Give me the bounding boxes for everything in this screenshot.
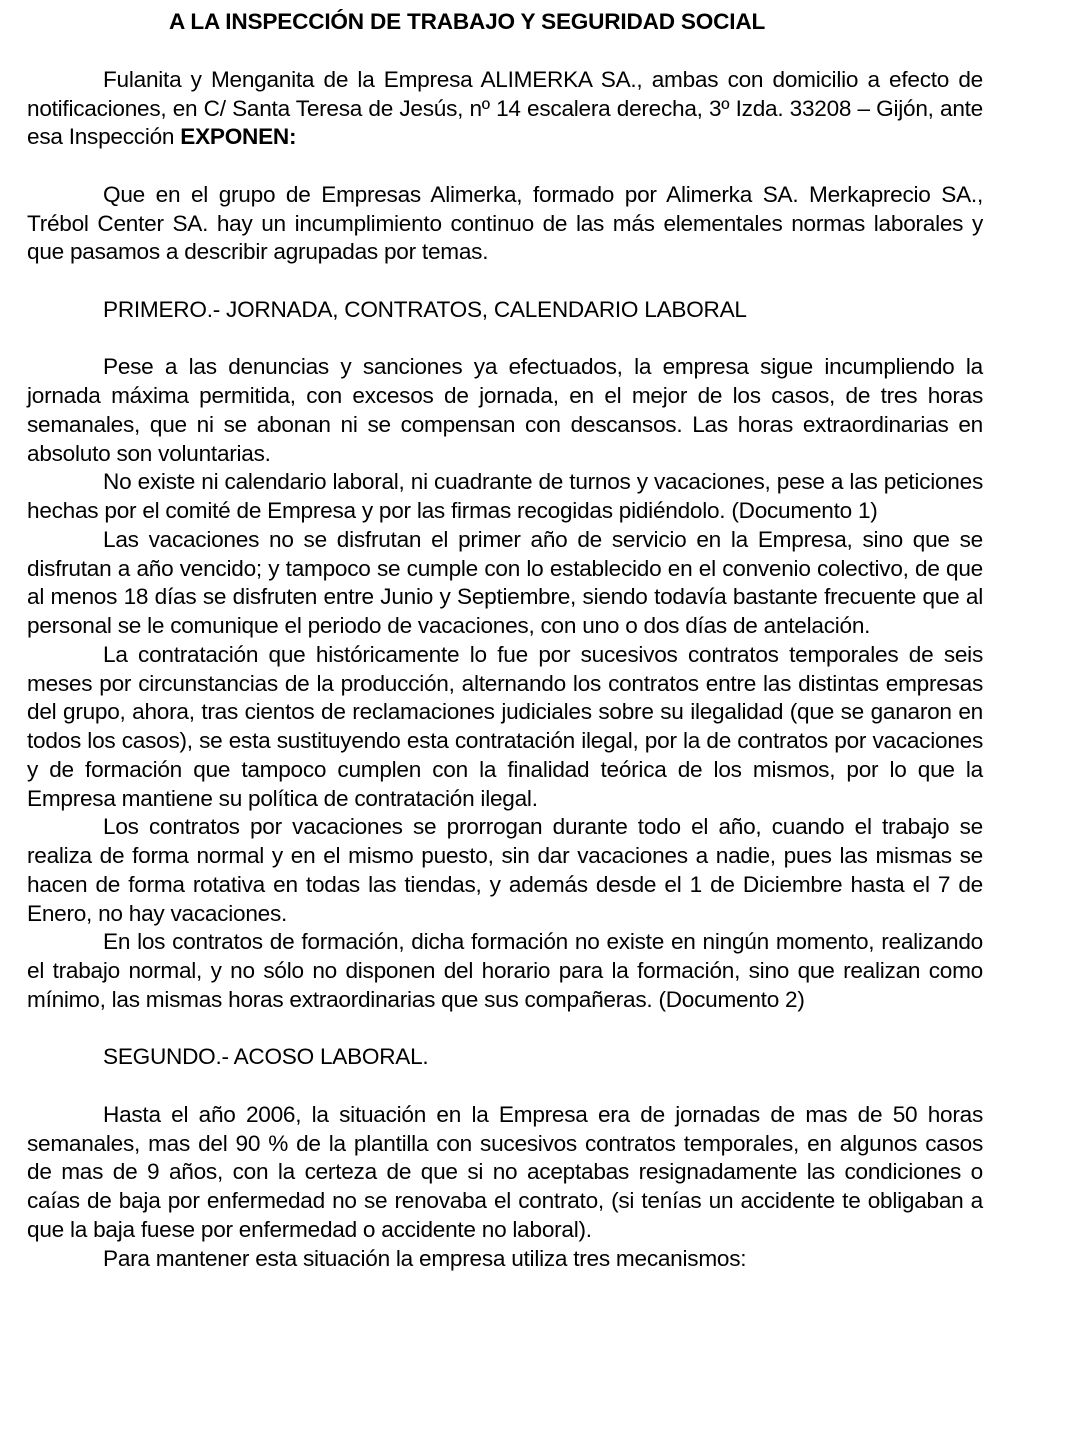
spacer [27, 152, 983, 181]
section-heading-segundo: SEGUNDO.- ACOSO LABORAL. [103, 1044, 429, 1070]
paragraph-mecanismos: Para mantener esta situación la empresa utiliza tres mecanismos: [103, 1245, 747, 1271]
preamble-paragraph: Que en el grupo de Empresas Alimerka, formado por Alimerka SA. Merkaprecio SA., Trébol Center SA. hay un incumplimiento continuo de las más elementales normas laborales y que pasamos a describir agrupadas por temas. [27, 181, 983, 265]
intro-paragraph [27, 66, 983, 152]
section-heading-primero: PRIMERO.- JORNADA, CONTRATOS, CALENDARIO LABORAL [103, 296, 747, 322]
paragraph-contratacion: La contratación que históricamente lo fue por sucesivos contratos temporales de seis meses por circunstancias de la producción, alternando los contratos entre las distintas empresas del grupo, ahora, tras cientos de reclamaciones judiciales sobre su ilegalidad (que se ganaron en todos los casos), se esta sustituyendo esta contratación ilegal, por la de contratos por vacaciones y de formación que tampoco cumplen con la finalidad teórica de los mismos, por lo que la Empresa mantiene su política de contratación ilegal. [27, 641, 983, 811]
paragraph-contratos-vacaciones: Los contratos por vacaciones se prorrogan durante todo el año, cuando el trabajo se realiza de forma normal y en el mismo puesto, sin dar vacaciones a nadie, pues las mismas se hacen de forma rotativa en todas las tiendas, y además desde el 1 de Diciembre hasta el 7 de Enero, no hay vacaciones. [27, 814, 983, 926]
spacer [27, 325, 983, 354]
paragraph-calendario: No existe ni calendario laboral, ni cuadrante de turnos y vacaciones, pese a las peticiones hechas por el comité de Empresa y por las firmas recogidas pidiéndolo. (Documento 1) [27, 469, 983, 523]
spacer [27, 1015, 983, 1044]
spacer [27, 267, 983, 296]
document-title: A LA INSPECCIÓN DE TRABAJO Y SEGURIDAD SOCIAL [169, 9, 766, 34]
paragraph-acoso-historia: Hasta el año 2006, la situación en la Empresa era de jornadas de mas de 50 horas semanales, mas del 90 % de la plantilla con sucesivos contratos temporales, en algunos casos de mas de 9 años, con la certeza de que si no aceptabas resignadamente las condiciones o caías de baja por enfermedad no se renovaba el contrato, (si tenías un accidente te obligaban a que la baja fuese por enfermedad o accidente no laboral). [27, 1101, 983, 1242]
intro-exponen: EXPONEN: [180, 124, 297, 150]
spacer [27, 1072, 983, 1101]
intro-text: Fulanita y Menganita de la Empresa ALIMERKA SA., ambas con domicilio a efecto de notificaciones, en C/ Santa Teresa de Jesús, nº 14 escalera derecha, 3º Izda. 33208 – Gijón, ante esa Inspección [27, 66, 983, 150]
paragraph-vacaciones: Las vacaciones no se disfrutan el primer año de servicio en la Empresa, sino que se disfrutan a año vencido; y tampoco se cumple con lo establecido en el convenio colectivo, de que al menos 18 días se disfruten entre Junio y Septiembre, siendo todavía bastante frecuente que al personal se le comunique el periodo de vacaciones, con uno o dos días de antelación. [27, 526, 983, 638]
document-page [27, 8, 983, 1273]
paragraph-contratos-formacion: En los contratos de formación, dicha formación no existe en ningún momento, realizando el trabajo normal, y no sólo no disponen del horario para la formación, sino que realizan como mínimo, las mismas horas extraordinarias que sus compañeras. (Documento 2) [27, 929, 983, 1012]
paragraph-jornada: Pese a las denuncias y sanciones ya efectuados, la empresa sigue incumpliendo la jornada máxima permitida, con excesos de jornada, en el mejor de los casos, de tres horas semanales, que ni se abonan ni se compensan con descansos. Las horas extraordinarias en absoluto son voluntarias. [27, 354, 983, 466]
